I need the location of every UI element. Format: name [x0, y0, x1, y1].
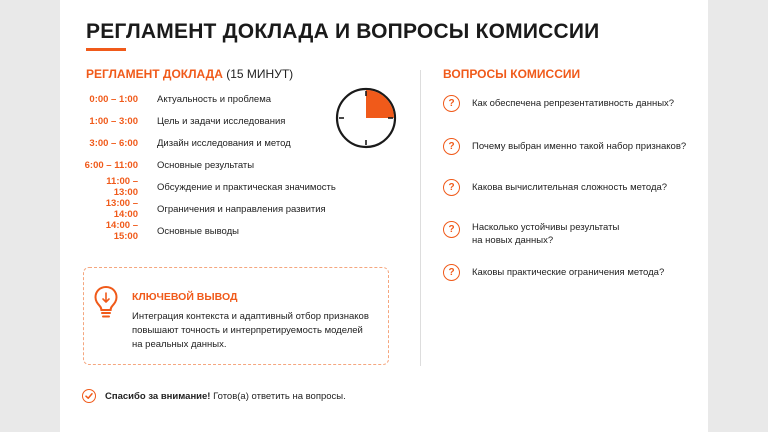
question-icon: ?	[443, 138, 460, 155]
question-text: Каковы практические ограничения метода?	[472, 267, 665, 278]
schedule-row	[82, 114, 285, 128]
question-item	[443, 138, 686, 155]
schedule-time: 14:00 – 15:00	[105, 220, 138, 242]
schedule-time: 11:00 – 13:00	[106, 176, 138, 198]
question-item	[443, 221, 619, 247]
questions-heading: ВОПРОСЫ КОМИССИИ	[443, 67, 581, 81]
schedule-text: Цель и задачи исследования	[157, 115, 286, 127]
question-text: Какова вычислительная сложность метода?	[472, 182, 668, 193]
schedule-text: Ограничения и направления развития	[157, 203, 326, 215]
question-text: Почему выбран именно такой набор признаков?	[472, 141, 687, 152]
closing-line	[82, 389, 346, 403]
schedule-heading	[86, 67, 293, 81]
question-item	[443, 179, 667, 196]
key-conclusion-title: КЛЮЧЕВОЙ ВЫВОД	[132, 291, 238, 303]
schedule-time: 6:00 – 11:00	[84, 159, 138, 171]
schedule-row	[82, 92, 271, 106]
schedule-text: Дизайн исследования и метод	[157, 137, 291, 149]
schedule-time: 0:00 – 1:00	[89, 93, 138, 105]
question-icon: ?	[443, 264, 460, 281]
schedule-text: Основные выводы	[157, 225, 239, 237]
question-icon: ?	[443, 221, 460, 238]
column-divider	[420, 70, 421, 366]
question-icon: ?	[443, 95, 460, 112]
schedule-row	[82, 158, 254, 172]
schedule-time: 3:00 – 6:00	[89, 137, 138, 149]
schedule-time: 13:00 – 14:00	[105, 198, 138, 220]
schedule-row	[82, 136, 291, 150]
schedule-heading-text: РЕГЛАМЕНТ ДОКЛАДА	[86, 67, 223, 81]
schedule-row	[82, 176, 336, 198]
question-icon: ?	[443, 179, 460, 196]
schedule-text: Обсуждение и практическая значимость	[157, 181, 336, 193]
closing-text: Спасибо за внимание! Готов(а) ответить на вопросы.	[105, 390, 346, 402]
schedule-row	[82, 220, 239, 242]
question-text: Насколько устойчивы результаты на новых данных?	[472, 222, 620, 246]
title-underline	[86, 48, 126, 51]
clock-filled-segment	[366, 90, 394, 118]
question-item	[443, 264, 664, 281]
key-conclusion-box	[83, 267, 389, 365]
slide-title: РЕГЛАМЕНТ ДОКЛАДА И ВОПРОСЫ КОМИССИИ	[86, 20, 600, 43]
schedule-text: Актуальность и проблема	[157, 93, 272, 105]
schedule-text: Основные результаты	[157, 159, 255, 171]
schedule-time: 1:00 – 3:00	[89, 115, 138, 127]
clock-icon	[334, 86, 398, 150]
slide	[60, 0, 708, 432]
check-circle-icon	[82, 389, 96, 403]
schedule-heading-note: (15 МИНУТ)	[226, 67, 294, 81]
question-text: Как обеспечена репрезентативность данных?	[472, 98, 675, 109]
schedule-row	[82, 198, 326, 220]
lightbulb-icon	[93, 285, 119, 319]
question-item	[443, 95, 674, 112]
key-conclusion-text: Интеграция контекста и адаптивный отбор признаков повышают точность и интерпретируемость моделей на реальных данных.	[132, 311, 369, 350]
